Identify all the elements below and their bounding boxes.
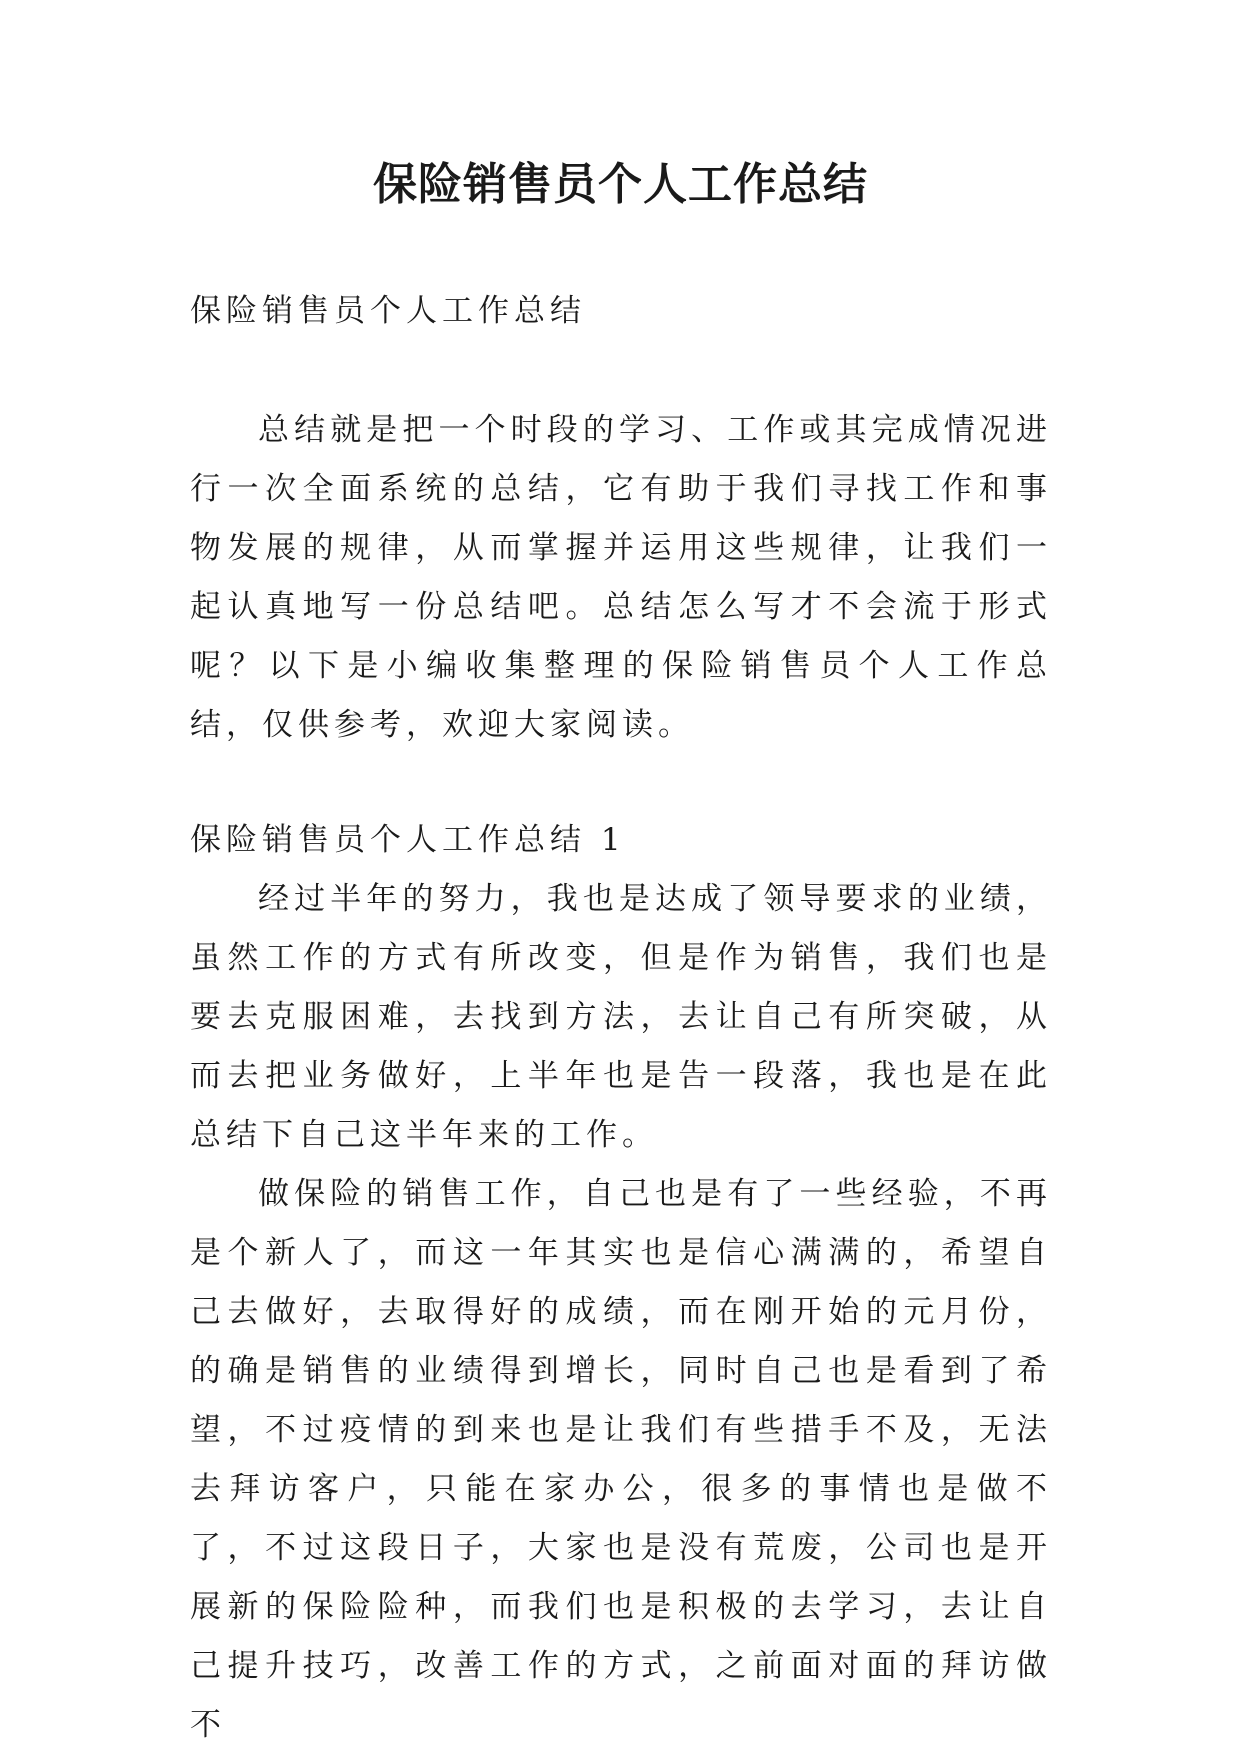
spacer: [190, 341, 1052, 401]
document-subtitle: 保险销售员个人工作总结: [190, 293, 586, 329]
body-paragraph-1: 经过半年的努力，我也是达成了领导要求的业绩，虽然工作的方式有所改变，但是作为销售，我们也是要去克服困难，去找到方法，去让自己有所突破，从而去把业务做好，上半年也是告一段落，我也是在此总结下自己这半年来的工作。: [190, 881, 1052, 1153]
document-body: [190, 282, 1052, 1755]
intro-paragraph: 总结就是把一个时段的学习、工作或其完成情况进行一次全面系统的总结，它有助于我们寻找工作和事物发展的规律，从而掌握并运用这些规律，让我们一起认真地写一份总结吧。总结怎么写才不会流于形式呢？以下是小编收集整理的保险销售员个人工作总结，仅供参考，欢迎大家阅读。: [190, 412, 1052, 743]
section-heading: 保险销售员个人工作总结 1: [190, 822, 626, 858]
document-title: 保险销售员个人工作总结: [373, 159, 868, 210]
spacer: [190, 755, 1052, 811]
body-paragraph-2: 做保险的销售工作，自己也是有了一些经验，不再是个新人了，而这一年其实也是信心满满的，希望自己去做好，去取得好的成绩，而在刚开始的元月份，的确是销售的业绩得到增长，同时自己也是看到了希望，不过疫情的到来也是让我们有些措手不及，无法去拜访客户，只能在家办公，很多的事情也是做不了，不过这段日子，大家也是没有荒废，公司也是开展新的保险险种，而我们也是积极的去学习，去让自己提升技巧，改善工作的方式，之前面对面的拜访做不: [190, 1176, 1052, 1743]
